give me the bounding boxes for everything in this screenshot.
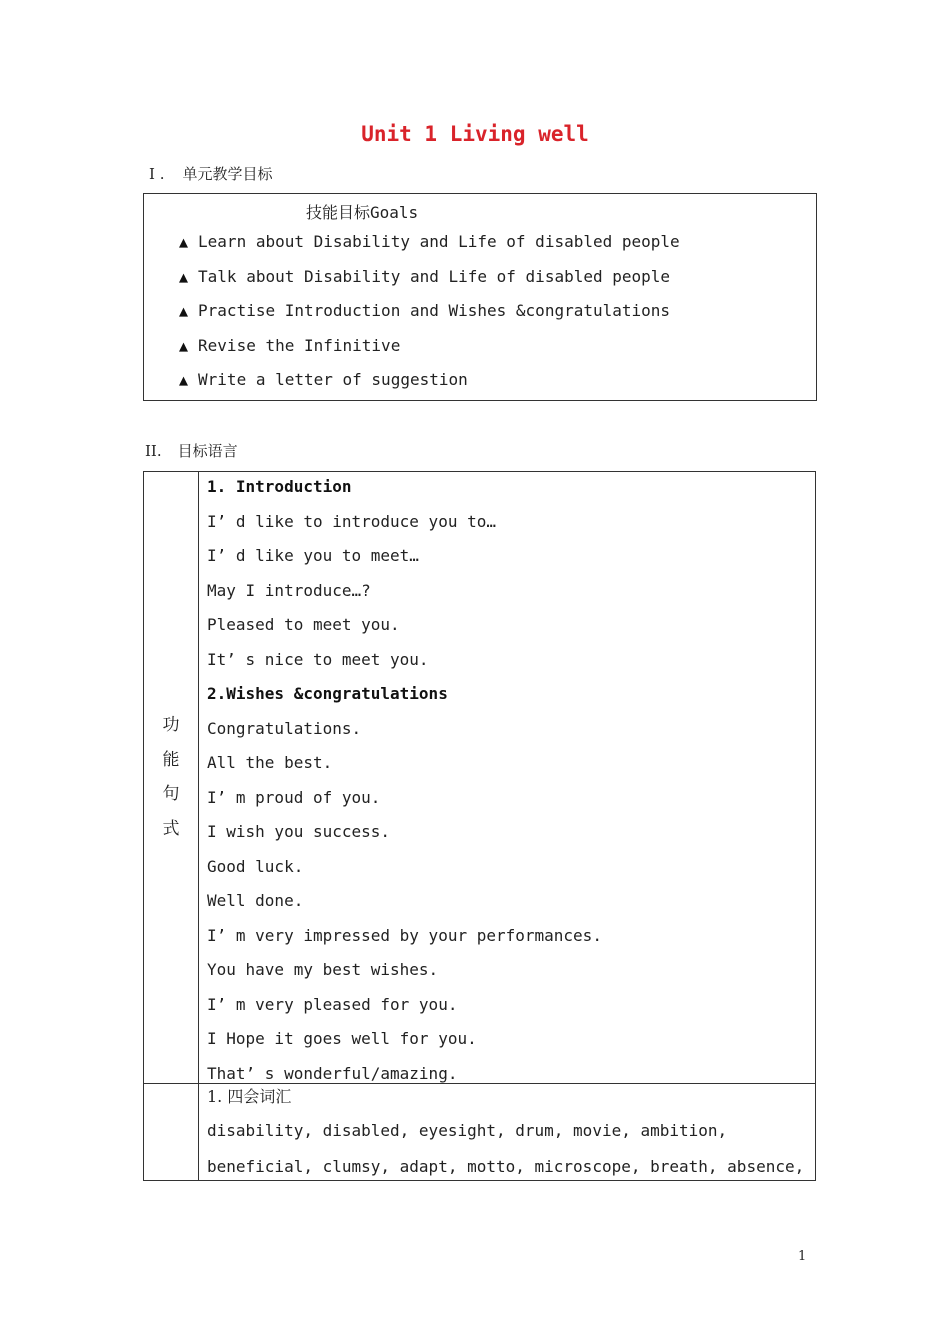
functions-row (144, 472, 816, 1084)
phrase-line: I wish you success. (207, 822, 391, 841)
vocabulary-heading: 1. 四会词汇 (207, 1086, 292, 1106)
phrase-line: All the best. (207, 753, 333, 772)
phrase-line: You have my best wishes. (207, 960, 439, 979)
goal-item (179, 267, 680, 302)
side-char: 式 (162, 818, 180, 839)
introduction-heading: 1. Introduction (207, 477, 352, 496)
triangle-bullet-icon: ▲ (179, 233, 189, 251)
phrase-line: I’ m very pleased for you. (207, 994, 458, 1014)
side-char: 句 (162, 784, 180, 805)
page-number: 1 (798, 1249, 807, 1264)
goal-item (179, 301, 680, 336)
phrase-line: I’ m very impressed by your performances. (207, 925, 602, 945)
goal-text: Revise the Infinitive (198, 335, 401, 355)
goal-item (179, 232, 680, 267)
vocabulary-line: beneficial, clumsy, adapt, motto, microscope, breath, absence, (207, 1157, 805, 1176)
target-language-table (143, 471, 816, 1181)
goal-text: Practise Introduction and Wishes &congratulations (198, 301, 671, 320)
goals-heading: 技能目标Goals (306, 203, 419, 222)
goal-text: Talk about Disability and Life of disabled people (198, 266, 671, 286)
phrase-line: Good luck. (207, 856, 304, 876)
section-2-number: II. (145, 442, 162, 460)
phrase-line: I Hope it goes well for you. (207, 1029, 477, 1048)
vocabulary-row (144, 1083, 816, 1181)
goal-text: Learn about Disability and Life of disabled people (198, 232, 680, 251)
page-title: Unit 1 Living well (361, 122, 589, 146)
goals-box (143, 193, 817, 401)
phrase-line: I’ d like you to meet… (207, 546, 419, 565)
phrase-line: I’ d like to introduce you to… (207, 511, 496, 531)
triangle-bullet-icon: ▲ (179, 302, 189, 320)
functions-content-cell (199, 472, 816, 1084)
phrase-line: May I introduce…? (207, 580, 371, 600)
side-char: 功 (162, 715, 180, 736)
triangle-bullet-icon: ▲ (179, 267, 189, 286)
section-1-number: I . (149, 165, 165, 183)
phrase-line: I’ m proud of you. (207, 787, 381, 807)
section-2-heading (145, 440, 238, 461)
vocabulary-side-cell (144, 1083, 199, 1181)
goal-item (179, 336, 680, 371)
goals-list (179, 232, 680, 405)
wishes-heading: 2.Wishes &congratulations (207, 684, 448, 703)
functions-side-cell (144, 472, 199, 1084)
goal-item (179, 370, 680, 405)
phrase-line: Congratulations. (207, 718, 362, 738)
triangle-bullet-icon: ▲ (179, 336, 189, 355)
goal-text: Write a letter of suggestion (198, 370, 468, 389)
phrase-line: That’ s wonderful/amazing. (207, 1063, 458, 1083)
vocabulary-line: disability, disabled, eyesight, drum, movie, ambition, (207, 1120, 728, 1140)
triangle-bullet-icon: ▲ (179, 371, 189, 389)
phrase-line: Pleased to meet you. (207, 615, 400, 634)
side-char: 能 (162, 749, 180, 770)
phrase-line: It’ s nice to meet you. (207, 649, 429, 669)
section-1-heading (149, 163, 272, 184)
vocabulary-content-cell (199, 1083, 816, 1181)
functions-side-label (144, 708, 198, 846)
phrase-line: Well done. (207, 891, 304, 910)
section-2-label: 目标语言 (177, 442, 238, 460)
section-1-label: 单元教学目标 (182, 165, 273, 183)
